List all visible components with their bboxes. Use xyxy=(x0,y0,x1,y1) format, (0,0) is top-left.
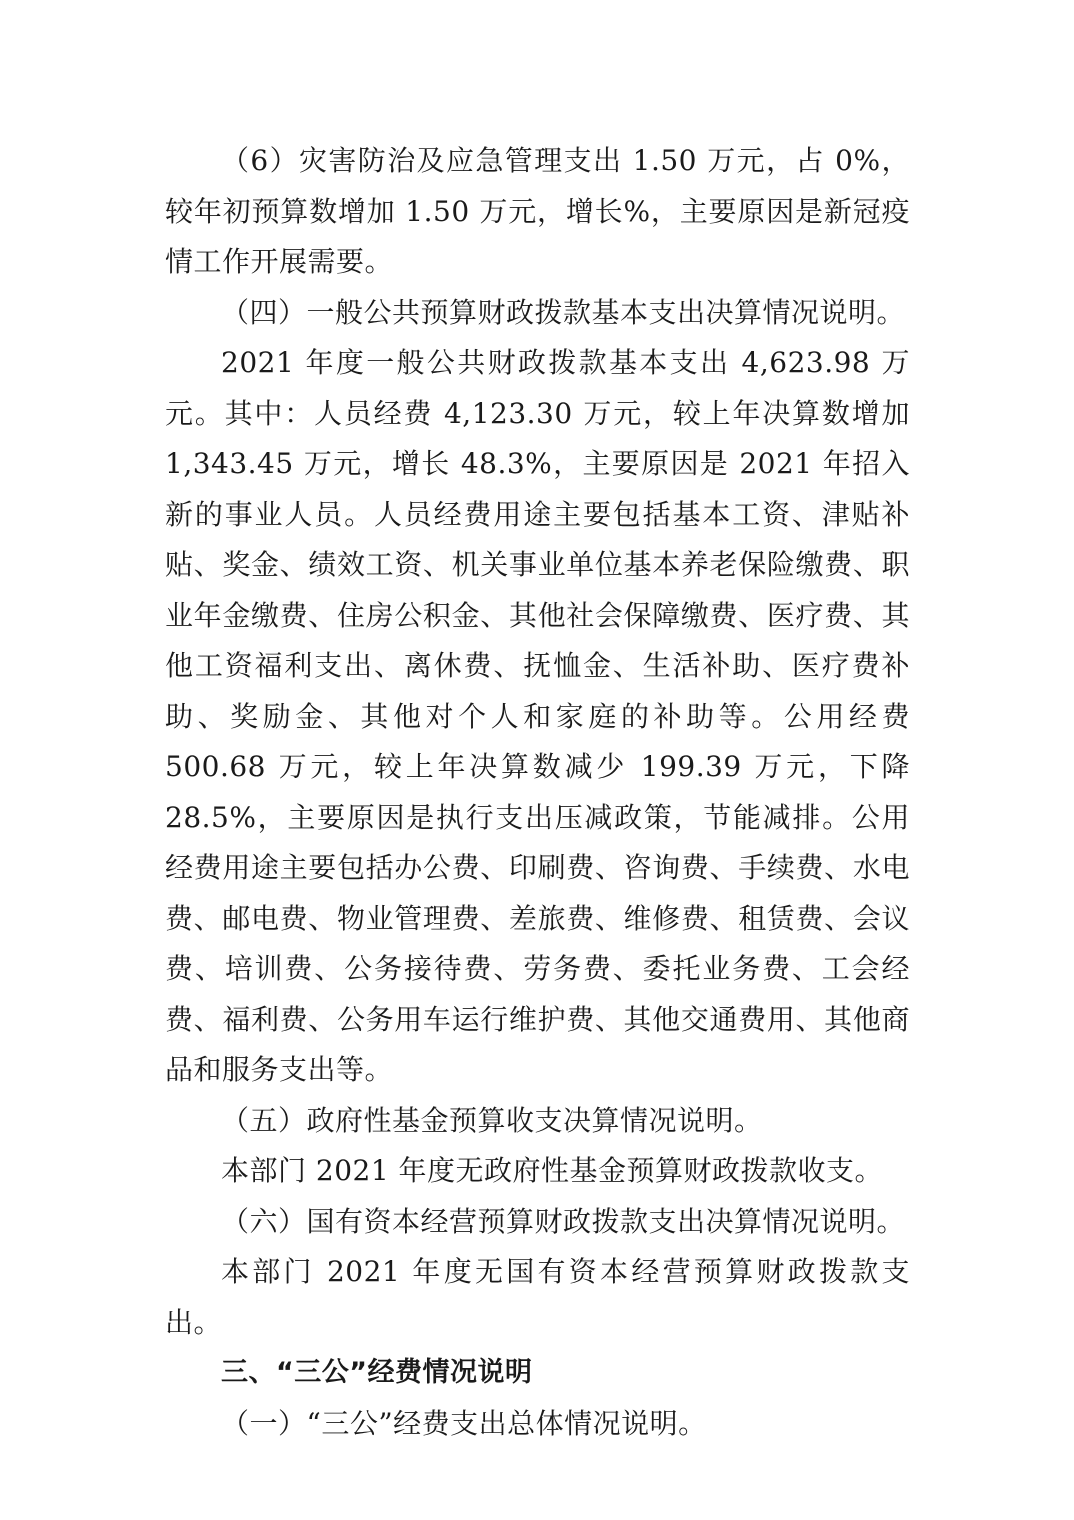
section-heading-basic-expenditure: （四）一般公共预算财政拨款基本支出决算情况说明。 xyxy=(221,295,906,329)
paragraph-government-fund: 本部门 2021 年度无政府性基金预算财政拨款收支。 xyxy=(221,1154,884,1187)
chapter-heading-three-public: 三、“三公”经费情况说明 xyxy=(221,1357,533,1388)
section-heading-three-public-overview: （一）“三公”经费支出总体情况说明。 xyxy=(221,1406,707,1440)
section-heading-state-capital: （六）国有资本经营预算财政拨款支出决算情况说明。 xyxy=(221,1204,906,1238)
paragraph-disaster-prevention: （6）灾害防治及应急管理支出 1.50 万元，占 0%，较年初预算数增加 1.50 万元，增长%，主要原因是新冠疫情工作开展需要。 xyxy=(165,144,910,278)
section-heading-government-fund: （五）政府性基金预算收支决算情况说明。 xyxy=(221,1103,763,1137)
paragraph-state-capital: 本部门 2021 年度无国有资本经营预算财政拨款支出。 xyxy=(165,1255,910,1339)
document-body xyxy=(165,136,910,1449)
paragraph-basic-expenditure: 2021 年度一般公共财政拨款基本支出 4,623.98 万元。其中：人员经费 4,123.30 万元，较上年决算数增加 1,343.45 万元，增长 48.3%，主要原因是 2021 年招入新的事业人员。人员经费用途主要包括基本工资、津贴补贴、奖金、绩效工资、机关事业单位基本养老保险缴费、职业年金缴费、住房公积金、其他社会保障缴费、医疗费、其他工资福利支出、离休费、抚恤金、生活补助、医疗费补助、奖励金、其他对个人和家庭的补助等。公用经费 500.68 万元，较上年决算数减少 199.39 万元，下降 28.5%，主要原因是执行支出压减政策，节能减排。公用经费用途主要包括办公费、印刷费、咨询费、手续费、水电费、邮电费、物业管理费、差旅费、维修费、租赁费、会议费、培训费、公务接待费、劳务费、委托业务费、工会经费、福利费、公务用车运行维护费、其他交通费用、其他商品和服务支出等。 xyxy=(165,346,910,1086)
